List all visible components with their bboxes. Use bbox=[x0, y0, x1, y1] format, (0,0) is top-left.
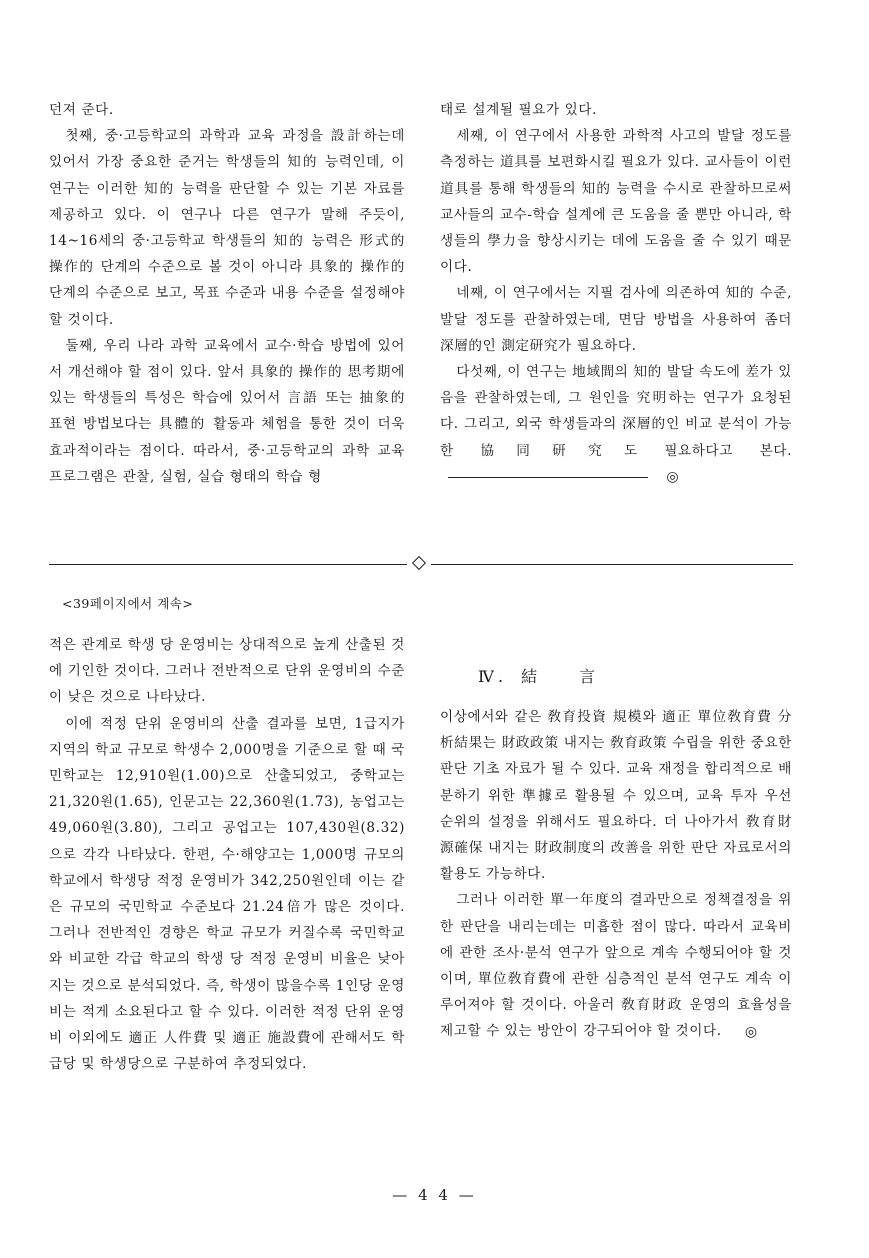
end-mark-icon: ◎ bbox=[666, 469, 680, 486]
page-number: — 4 4 — bbox=[392, 1186, 477, 1204]
right-column-top bbox=[440, 97, 792, 490]
right-column-bottom bbox=[440, 704, 792, 1045]
divider-line-left bbox=[49, 564, 407, 565]
paragraph-second-point: 둘째, 우리 나라 과학 교육에서 교수·학습 방법에 있어서 개선해야 할 점이 있다. 앞서 具象的 操作的 思考期에 있는 학생들의 특성은 학습에 있어서 言語 또는 抽象的 표현 방법보다는 具體的 활동과 체험을 통한 것이 더욱 효과적이라는 점이다. 따라서, 중·고등학교의 과학 교육 프로그램은 관찰, 실험, 실습 형태의 학습 형 bbox=[49, 337, 405, 485]
paragraph: 이에 적정 단위 운영비의 산출 결과를 보면, 1급지가 지역의 학교 규모로 학생수 2,000명을 기준으로 할 때 국민학교는 12,910원(1.00)으로 산출되었고, 중학교는 21,320원(1.65), 인문고는 22,360원(1.73), 농업고는 49,060원(3.80), 그리고 공업고는 107,430원(8.32)으로 각각 나타났다. 한편, 수·해양고는 1,000명 규모의 학교에서 학생당 적정 운영비가 342,250원인데 이는 같은 규모의 국민학교 수준보다 21.24倍가 많은 것이다. 그러나 전반적인 경향은 학교 규모가 커질수록 국민학교와 비교한 각급 학교의 학생 당 적정 운영비 비율은 낮아지는 것으로 분석되었다. 즉, 학생이 많을수록 1인당 운영비는 적게 소요된다고 할 수 있다. 이러한 적정 단위 운영비 이외에도 適正 人件費 및 適正 施設費에 관해서도 학급당 및 학생당으로 구분하여 추정되었다. bbox=[49, 715, 405, 1073]
diamond-icon bbox=[412, 556, 426, 570]
section-heading bbox=[478, 664, 599, 687]
left-column-top bbox=[49, 97, 405, 490]
continued-note: <39페이지에서 계속> bbox=[62, 596, 194, 611]
paragraph: 이상에서와 같은 敎育投資 規模와 適正 單位敎育費 分析結果는 財政政策 내지는 敎育政策 수립을 위한 중요한 판단 기초 자료가 될 수 있다. 교육 재정을 합리적으로 배분하기 위한 準據로 활용될 수 있으며, 교육 투자 우선 순위의 설정을 위해서도 필요하다. 더 나아가서 敎育財源確保 내지는 財政制度의 改善을 위한 판단 자료로서의 활용도 가능하다. bbox=[440, 709, 792, 883]
end-mark-icon: ◎ bbox=[744, 1023, 758, 1040]
paragraph: 던져 준다. bbox=[49, 102, 114, 118]
section-divider bbox=[49, 559, 793, 571]
section-title-char: 結 bbox=[521, 667, 542, 686]
end-rule bbox=[448, 477, 648, 478]
section-title-char: 言 bbox=[579, 667, 600, 686]
paragraph-text: 다섯째, 이 연구는 地域間의 知的 발달 속도에 差가 있음을 관찰하였는데, 그 원인을 究明하는 연구가 요청된다. 그리고, 외국 학생들과의 深層的인 비교 분석이 가능한 協同研究도 필요하다고 본다. bbox=[440, 364, 792, 459]
divider-line-right bbox=[431, 564, 793, 565]
section-numeral: Ⅳ. bbox=[478, 667, 508, 686]
paragraph-fourth-point: 네째, 이 연구에서는 지필 검사에 의존하여 知的 수준, 발달 정도를 관찰하였는데, 면담 방법을 사용하여 좀더 深層的인 測定研究가 필요하다. bbox=[440, 285, 792, 354]
left-column-bottom bbox=[49, 632, 405, 1077]
paragraph-third-point: 세째, 이 연구에서 사용한 과학적 사고의 발달 정도를 측정하는 道具를 보편화시킬 필요가 있다. 교사들이 이런 道具를 통해 학생들의 知的 능력을 수시로 관찰하므로써 교사들의 교수-학습 설계에 큰 도움을 줄 뿐만 아니라, 학생들의 學力을 향상시키는 데에 도움을 줄 수 있기 때문이다. bbox=[440, 128, 792, 276]
paragraph bbox=[440, 887, 792, 1044]
paragraph-text: 그러나 이러한 單一年度의 결과만으로 정책결정을 위한 판단을 내리는데는 미흡한 점이 많다. 따라서 교육비에 관한 조사·분석 연구가 앞으로 계속 수행되어야 할 것이며, 單位敎育費에 관한 심층적인 분석 연구도 계속 이루어져야 할 것이다. 아울러 敎育財政 운영의 효율성을 제고할 수 있는 방안이 강구되어야 할 것이다. bbox=[440, 892, 792, 1040]
paragraph: 태로 설계될 필요가 있다. bbox=[440, 102, 597, 118]
paragraph-fifth-point bbox=[440, 359, 792, 490]
paragraph: 적은 관계로 학생 당 운영비는 상대적으로 높게 산출된 것에 기인한 것이다. 그러나 전반적으로 단위 운영비의 수준이 낮은 것으로 나타났다. bbox=[49, 637, 405, 706]
paragraph-first-point: 첫째, 중·고등학교의 과학과 교육 과정을 設計하는데 있어서 가장 중요한 준거는 학생들의 知的 능력인데, 이 연구는 이러한 知的 능력을 판단할 수 있는 기본 자료를 제공하고 있다. 이 연구나 다른 연구가 말해 주듯이, 14~16세의 중·고등학교 학생들의 知的 능력은 形式的 操作的 단계의 수준으로 볼 것이 아니라 具象的 操作的 단계의 수준으로 보고, 목표 수준과 내용 수준을 설정해야 할 것이다. bbox=[49, 128, 405, 328]
